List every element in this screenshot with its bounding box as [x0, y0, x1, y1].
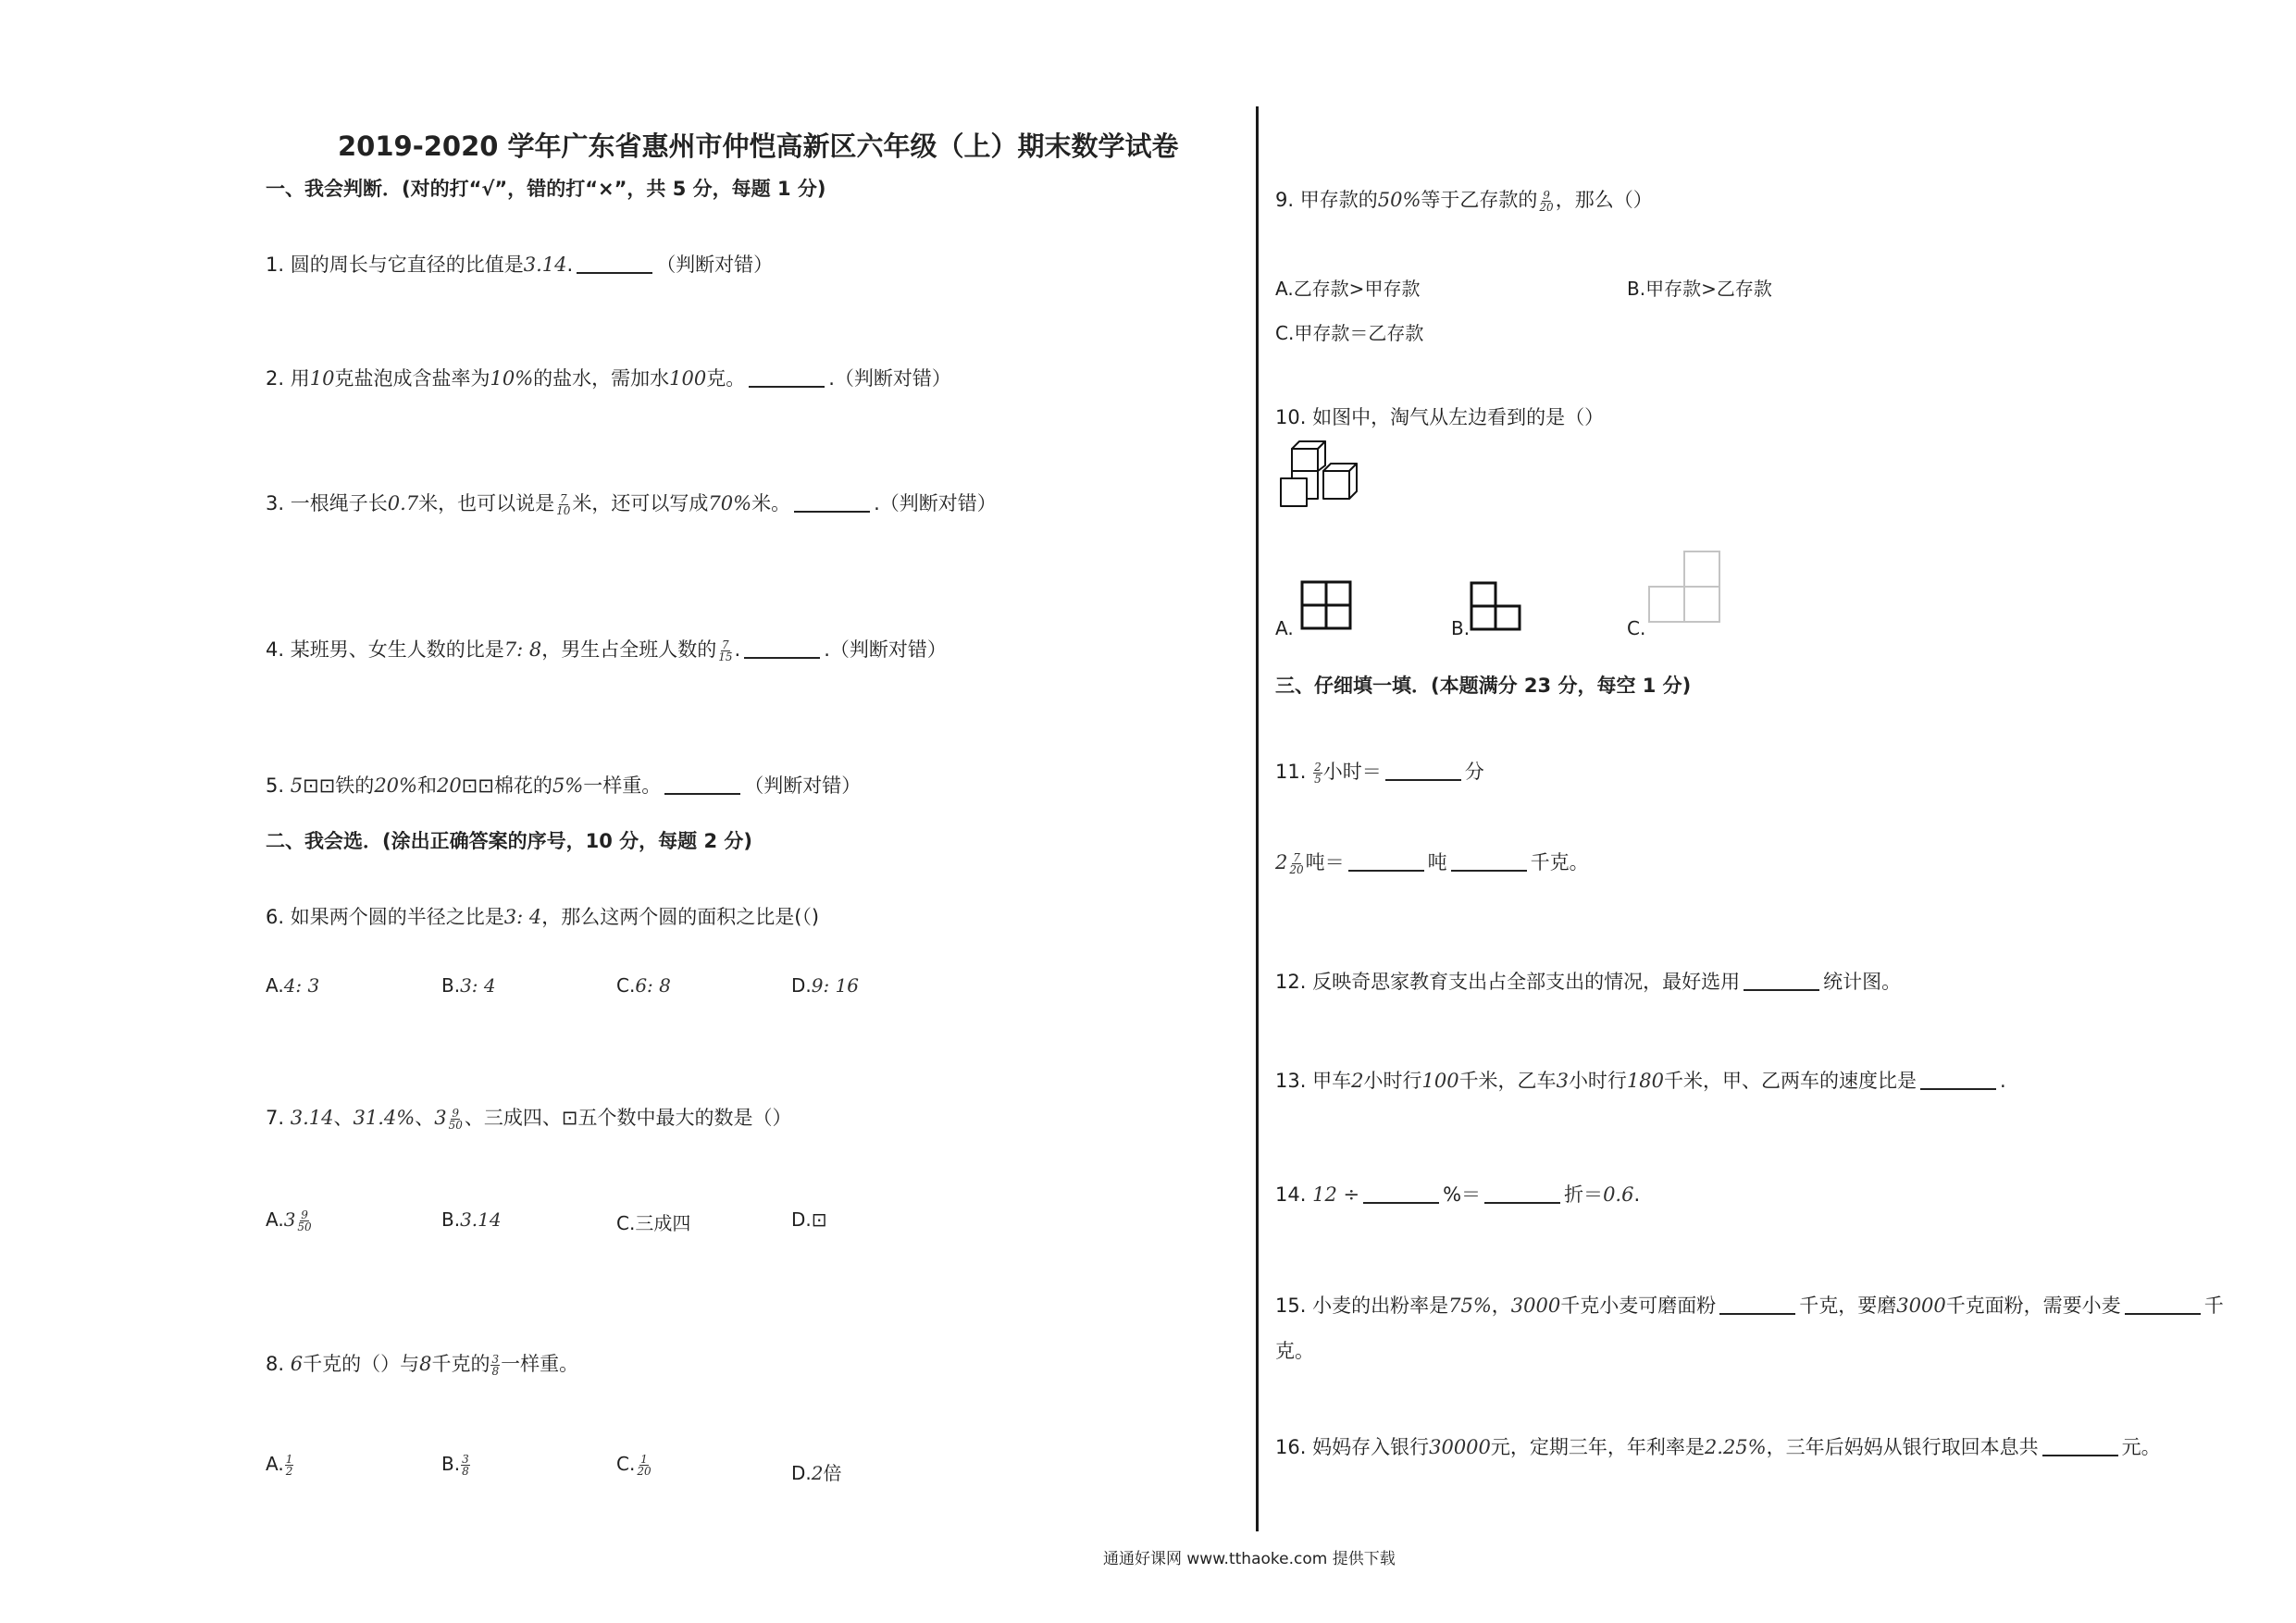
answer-blank[interactable]	[1484, 1201, 1560, 1204]
answer-blank[interactable]	[1744, 988, 1819, 991]
answer-blank[interactable]	[1385, 778, 1461, 781]
fraction: $\frac{3}{8}$	[491, 1352, 500, 1378]
answer-blank[interactable]	[577, 271, 652, 274]
option-7b[interactable]: B.3.14	[441, 1208, 502, 1231]
question-1: 1. 圆的周长与它直径的比值是3.14. （判断对错）	[266, 254, 774, 276]
question-3: 3. 一根绳子长0.7米，也可以说是 $\frac{7}{10}$ 米，还可以写成70%米。 .（判断对错）	[266, 491, 997, 517]
option-6a[interactable]: A.4: 3	[266, 974, 320, 997]
option-6b[interactable]: B.3: 4	[441, 974, 496, 997]
option-10c-label[interactable]: C.	[1627, 617, 1646, 639]
question-10: 10. 如图中，淘气从左边看到的是（）	[1275, 406, 1605, 428]
question-11-part2: 2 $\frac{7}{20}$ 吨＝ 吨 千克。	[1275, 850, 1589, 876]
question-5: 5. 5⊡⊡铁的20%和20⊡⊡棉花的5%一样重。 （判断对错）	[266, 774, 862, 797]
cube-figure	[1277, 441, 1360, 508]
answer-blank[interactable]	[2042, 1454, 2118, 1456]
question-16: 16. 妈妈存入银行30000元，定期三年，年利率是2.25%，三年后妈妈从银行取回本息共 元。	[1275, 1436, 2161, 1458]
answer-blank[interactable]	[1920, 1087, 1996, 1090]
option-6c[interactable]: C.6: 8	[616, 974, 671, 997]
section-heading-fill: 三、仔细填一填．(本题满分 23 分，每空 1 分)	[1275, 675, 1692, 697]
question-7: 7. 3.14、31.4%、3 $\frac{9}{50}$ 、三成四、⊡五个数中最大的数是（）	[266, 1106, 792, 1132]
option-8d[interactable]: D.2倍	[791, 1462, 842, 1484]
answer-blank[interactable]	[749, 385, 825, 388]
option-9c[interactable]: C.甲存款＝乙存款	[1275, 322, 1424, 344]
fraction: $\frac{7}{10}$	[556, 491, 571, 517]
option-10a-view-icon[interactable]	[1300, 580, 1354, 632]
option-9a[interactable]: A.乙存款>甲存款	[1275, 278, 1421, 300]
option-7c[interactable]: C.三成四	[616, 1212, 691, 1234]
option-10b-label[interactable]: B.	[1451, 617, 1471, 639]
option-10c-view-icon[interactable]	[1647, 550, 1723, 626]
option-10a-label[interactable]: A.	[1275, 617, 1294, 639]
question-8: 8. 6千克的（）与8千克的 $\frac{3}{8}$ 一样重。	[266, 1352, 579, 1378]
question-15-cont: 克。	[1275, 1340, 1314, 1362]
option-8b[interactable]: B. $\frac{3}{8}$	[441, 1453, 469, 1478]
answer-blank[interactable]	[2125, 1312, 2201, 1315]
question-4: 4. 某班男、女生人数的比是7: 8，男生占全班人数的 $\frac{7}{15}$ . .（判断对错）	[266, 638, 947, 663]
fraction: $\frac{9}{50}$	[448, 1106, 463, 1132]
option-8c[interactable]: C. $\frac{1}{20}$	[616, 1453, 652, 1478]
option-7a[interactable]: A.3 $\frac{9}{50}$	[266, 1208, 312, 1233]
column-divider	[1256, 106, 1259, 1531]
option-10b-view-icon[interactable]	[1470, 581, 1521, 632]
option-6d[interactable]: D.9: 16	[791, 974, 860, 997]
footer-credit: 通通好课网 www.tthaoke.com 提供下载	[1103, 1550, 1396, 1568]
question-12: 12. 反映奇思家教育支出占全部支出的情况，最好选用 统计图。	[1275, 971, 1902, 993]
answer-blank[interactable]	[1363, 1201, 1439, 1204]
section-heading-judgement: 一、我会判断．(对的打“√”，错的打“×”，共 5 分，每题 1 分)	[266, 178, 826, 200]
fraction: $\frac{7}{15}$	[718, 638, 733, 663]
option-7d[interactable]: D.⊡	[791, 1208, 827, 1231]
option-8a[interactable]: A. $\frac{1}{2}$	[266, 1453, 293, 1478]
question-6: 6. 如果两个圆的半径之比是3: 4，那么这两个圆的面积之比是(（)	[266, 906, 820, 928]
fraction: $\frac{7}{20}$	[1289, 850, 1304, 876]
fraction: $\frac{2}{5}$	[1314, 760, 1322, 786]
answer-blank[interactable]	[1348, 869, 1424, 872]
answer-blank[interactable]	[794, 510, 870, 513]
fraction: $\frac{9}{20}$	[1539, 188, 1554, 214]
answer-blank[interactable]	[1451, 869, 1527, 872]
page-title: 2019-2020 学年广东省惠州市仲恺高新区六年级（上）期末数学试卷	[338, 130, 1179, 162]
answer-blank[interactable]	[1719, 1312, 1795, 1315]
question-9: 9. 甲存款的50%等于乙存款的 $\frac{9}{20}$ ，那么（）	[1275, 188, 1653, 214]
question-11: 11. $\frac{2}{5}$ 小时＝ 分	[1275, 760, 1484, 786]
answer-blank[interactable]	[664, 792, 740, 795]
question-14: 14. 12 ÷ %＝ 折＝0.6.	[1275, 1183, 1641, 1206]
answer-blank[interactable]	[744, 656, 820, 659]
option-9b[interactable]: B.甲存款>乙存款	[1627, 278, 1772, 300]
question-2: 2. 用10克盐泡成含盐率为10%的盐水，需加水100克。 .（判断对错）	[266, 367, 951, 390]
section-heading-choice: 二、我会选．(涂出正确答案的序号，10 分，每题 2 分)	[266, 830, 752, 852]
question-15: 15. 小麦的出粉率是75%，3000千克小麦可磨面粉 千克，要磨3000千克面粉，需要小麦 千	[1275, 1295, 2224, 1317]
question-13: 13. 甲车2小时行100千米，乙车3小时行180千米，甲、乙两车的速度比是 .	[1275, 1070, 2006, 1092]
